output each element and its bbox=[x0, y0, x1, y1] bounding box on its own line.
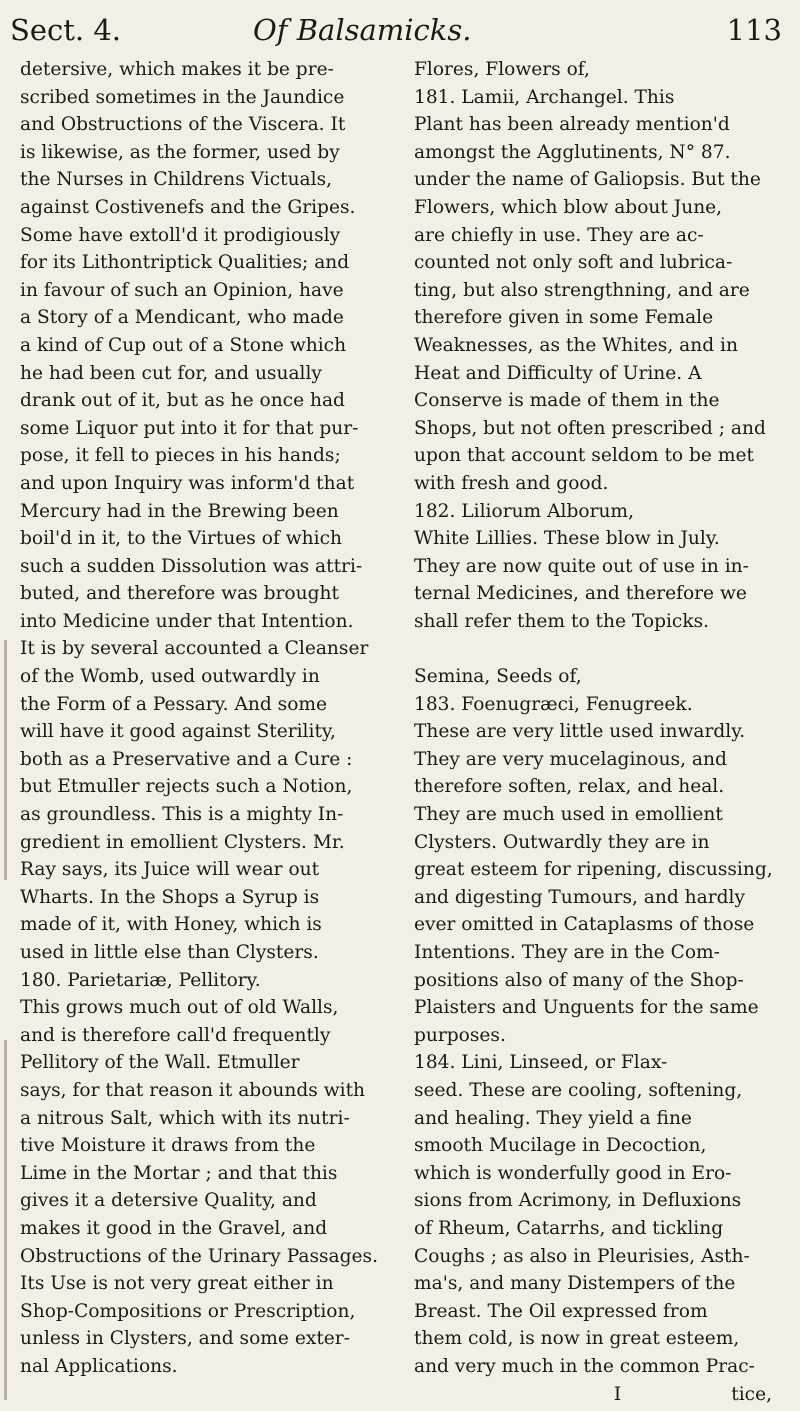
left-text-column bbox=[20, 56, 378, 1381]
text-line: Shop-Compositions or Prescription, bbox=[20, 1300, 356, 1322]
text-line: a Story of a Mendicant, who made bbox=[20, 307, 344, 329]
text-line: used in little else than Clysters. bbox=[20, 942, 319, 963]
text-line: makes it good in the Gravel, and bbox=[20, 1217, 328, 1239]
text-line: unless in Clysters, and some exter- bbox=[20, 1328, 350, 1350]
text-line: but Etmuller rejects such a Notion, bbox=[20, 776, 353, 798]
text-line: the Form of a Pessary. And some bbox=[20, 693, 328, 715]
text-line: ma's, and many Distempers of the bbox=[414, 1273, 736, 1295]
text-line: purposes. bbox=[414, 1024, 506, 1046]
text-line: into Medicine under that Intention. bbox=[20, 610, 354, 632]
text-line: They are very mucelaginous, and bbox=[414, 748, 727, 770]
text-line: Plant has been already mention'd bbox=[414, 114, 730, 136]
text-line: such a sudden Dissolution was attri- bbox=[20, 555, 363, 577]
text-line: 181. Lamii, Archangel. This bbox=[414, 86, 675, 108]
text-line: boil'd in it, to the Virtues of which bbox=[20, 528, 342, 550]
text-line: 182. Liliorum Alborum, bbox=[414, 500, 634, 522]
text-line: Wharts. In the Shops a Syrup is bbox=[20, 886, 320, 908]
text-line: 184. Lini, Linseed, or Flax- bbox=[414, 1052, 668, 1074]
text-line: of the Womb, used outwardly in bbox=[20, 666, 320, 688]
text-line: This grows much out of old Walls, bbox=[20, 997, 339, 1019]
running-head bbox=[10, 10, 782, 50]
text-line: for its Lithontriptick Qualities; and bbox=[20, 252, 350, 274]
text-line: the Nurses in Childrens Victuals, bbox=[20, 169, 333, 191]
text-line bbox=[414, 635, 780, 663]
text-line: Some have extoll'd it prodigiously bbox=[20, 224, 341, 246]
text-line: seed. These are cooling, softening, bbox=[414, 1079, 743, 1101]
text-line: upon that account seldom to be met bbox=[414, 445, 754, 467]
text-line: Mercury had in the Brewing been bbox=[20, 500, 339, 522]
text-line: Ray says, its Juice will wear out bbox=[20, 859, 320, 881]
text-line: and Obstructions of the Viscera. It bbox=[20, 114, 346, 136]
text-line: They are much used in emollient bbox=[414, 804, 723, 826]
text-line: Obstructions of the Urinary Passages. bbox=[20, 1245, 378, 1267]
text-line: great esteem for ripening, discussing, bbox=[414, 859, 773, 881]
text-line: nal Applications. bbox=[20, 1355, 178, 1377]
page-number: 113 bbox=[726, 13, 782, 47]
text-line: ting, but also strengthning, and are bbox=[414, 279, 750, 301]
text-line: White Lillies. These blow in July. bbox=[414, 528, 720, 550]
text-line: which is wonderfully good in Ero- bbox=[414, 1162, 732, 1184]
text-line: They are now quite out of use in in- bbox=[414, 555, 749, 577]
text-line: them cold, is now in great esteem, bbox=[414, 1328, 740, 1350]
text-line: gredient in emollient Clysters. Mr. bbox=[20, 831, 345, 853]
text-line: ever omitted in Cataplasms of those bbox=[414, 914, 755, 936]
text-line: drank out of it, but as he once had bbox=[20, 390, 345, 412]
text-line: is likewise, as the former, used by bbox=[20, 141, 340, 163]
text-line: Heat and Difficulty of Urine. A bbox=[414, 362, 702, 384]
text-line: Shops, but not often prescribed ; and bbox=[414, 417, 766, 439]
text-line: against Costivenefs and the Gripes. bbox=[20, 196, 356, 218]
right-text-column bbox=[414, 56, 780, 1408]
text-line: amongst the Agglutinents, N° 87. bbox=[414, 141, 731, 163]
text-line: a kind of Cup out of a Stone which bbox=[20, 334, 347, 356]
text-line: Flores, Flowers of, bbox=[414, 59, 590, 80]
text-line: therefore soften, relax, and heal. bbox=[414, 776, 725, 798]
text-line: and is therefore call'd frequently bbox=[20, 1024, 331, 1046]
text-line: and upon Inquiry was inform'd that bbox=[20, 472, 355, 494]
text-line: Coughs ; as also in Pleurisies, Asth- bbox=[414, 1245, 750, 1267]
text-line: with fresh and good. bbox=[414, 472, 609, 494]
signature-mark: I bbox=[613, 1383, 622, 1405]
text-line: he had been cut for, and usually bbox=[20, 362, 322, 384]
text-line: are chiefly in use. They are ac- bbox=[414, 224, 704, 246]
text-line: detersive, which makes it be pre- bbox=[20, 59, 334, 80]
text-line: smooth Mucilage in Decoction, bbox=[414, 1135, 707, 1157]
text-line: and digesting Tumours, and hardly bbox=[414, 886, 745, 908]
text-line: tive Moisture it draws from the bbox=[20, 1135, 316, 1157]
text-line: under the name of Galiopsis. But the bbox=[414, 169, 761, 191]
text-line: Semina, Seeds of, bbox=[414, 666, 582, 688]
text-line: Pellitory of the Wall. Etmuller bbox=[20, 1052, 300, 1074]
text-line: as groundless. This is a mighty In- bbox=[20, 804, 344, 826]
text-line: It is by several accounted a Cleanser bbox=[20, 638, 369, 660]
text-line: some Liquor put into it for that pur- bbox=[20, 417, 359, 439]
text-line: a nitrous Salt, which with its nutri- bbox=[20, 1107, 350, 1129]
text-line: of Rheum, Catarrhs, and tickling bbox=[414, 1217, 724, 1239]
text-line: in favour of such an Opinion, have bbox=[20, 279, 344, 301]
text-line: pose, it fell to pieces in his hands; bbox=[20, 445, 341, 467]
text-line: Its Use is not very great either in bbox=[20, 1273, 334, 1295]
text-line: made of it, with Honey, which is bbox=[20, 914, 322, 936]
text-line: Intentions. They are in the Com- bbox=[414, 942, 720, 963]
text-line: Flowers, which blow about June, bbox=[414, 196, 723, 218]
text-line: 183. Foenugræci, Fenugreek. bbox=[414, 693, 693, 715]
text-line: gives it a detersive Quality, and bbox=[20, 1190, 317, 1212]
chapter-title: Of Balsamicks. bbox=[253, 13, 472, 47]
text-line: says, for that reason it abounds with bbox=[20, 1079, 366, 1101]
text-line: Plaisters and Unguents for the same bbox=[414, 997, 759, 1019]
catchword: tice, bbox=[731, 1383, 772, 1405]
section-label: Sect. 4. bbox=[10, 13, 122, 47]
binding-edge-mark bbox=[4, 640, 7, 880]
text-line: Breast. The Oil expressed from bbox=[414, 1300, 708, 1322]
text-line: shall refer them to the Topicks. bbox=[414, 610, 710, 632]
text-line: These are very little used inwardly. bbox=[414, 721, 746, 743]
text-line: buted, and therefore was brought bbox=[20, 583, 339, 605]
text-line: therefore given in some Female bbox=[414, 307, 714, 329]
text-line: scribed sometimes in the Jaundice bbox=[20, 86, 345, 108]
text-line: Weaknesses, as the Whites, and in bbox=[414, 334, 738, 356]
text-line: sions from Acrimony, in Defluxions bbox=[414, 1190, 742, 1212]
text-line: and very much in the common Prac- bbox=[414, 1355, 755, 1377]
binding-edge-mark bbox=[4, 1040, 7, 1400]
text-line: Clysters. Outwardly they are in bbox=[414, 831, 710, 853]
text-line: ternal Medicines, and therefore we bbox=[414, 583, 747, 605]
text-line: both as a Preservative and a Cure : bbox=[20, 748, 353, 770]
text-line: 180. Parietariæ, Pellitory. bbox=[20, 969, 261, 991]
text-line: positions also of many of the Shop- bbox=[414, 969, 744, 991]
text-line: Lime in the Mortar ; and that this bbox=[20, 1162, 338, 1184]
text-line: Conserve is made of them in the bbox=[414, 390, 720, 412]
text-line: will have it good against Sterility, bbox=[20, 721, 336, 743]
text-line: counted not only soft and lubrica- bbox=[414, 252, 733, 274]
page-footer bbox=[414, 1381, 780, 1409]
text-line: and healing. They yield a fine bbox=[414, 1107, 692, 1129]
